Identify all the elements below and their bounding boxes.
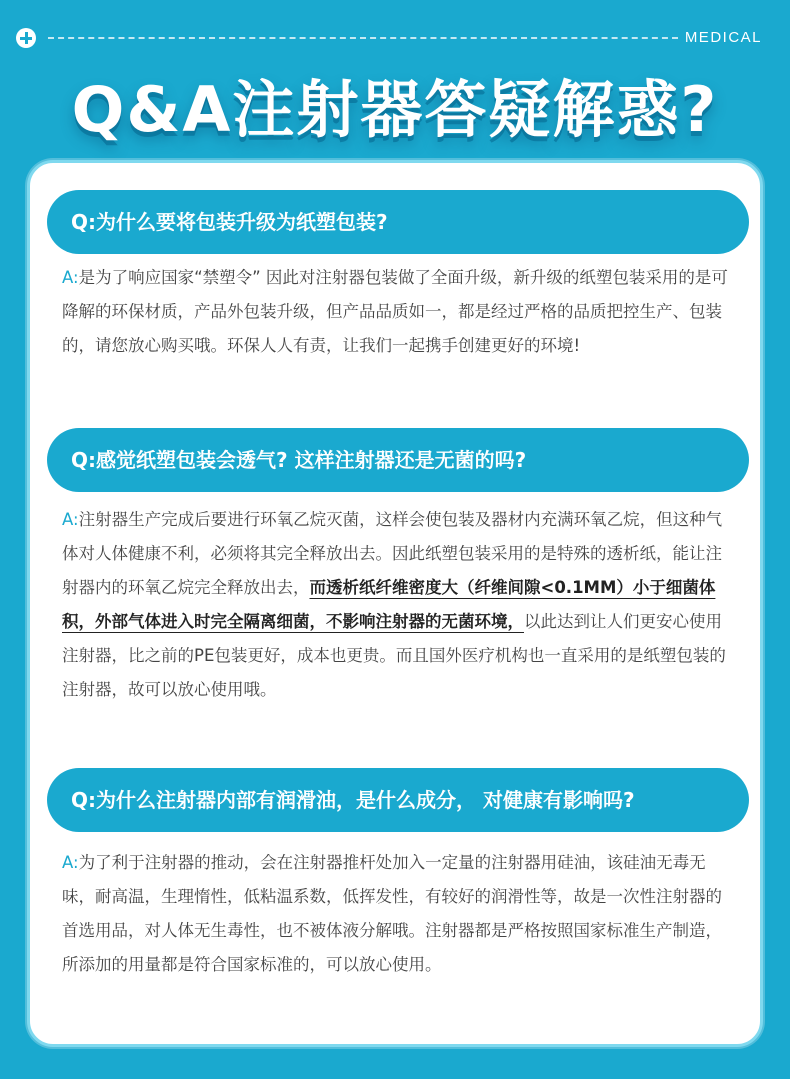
answer-3-prefix: A:: [62, 853, 79, 872]
question-3: Q:为什么注射器内部有润滑油，是什么成分， 对健康有影响吗?: [47, 768, 749, 832]
question-1: Q:为什么要将包装升级为纸塑包装?: [47, 190, 749, 254]
dashed-divider: [48, 37, 678, 39]
plus-circle-icon: [16, 28, 36, 48]
answer-2-highlight: 而透析纸纤维密度大（纤维间隙<0.1MM）小于细菌体积，外部气体进入时完全隔离细菌，不影响注射器的无菌环境，: [62, 578, 716, 631]
qa-card: [27, 160, 763, 1047]
medical-label: MEDICAL: [684, 29, 762, 46]
page-title: Q&A注射器答疑解惑?: [71, 73, 719, 146]
answer-2-prefix: A:: [62, 510, 79, 529]
answer-2-text-end: 以此达到让人们更安心使用注射器，比之前的PE包装更好，成本也更贵。而且国外医疗机构也一直采用的是纸塑包装的注射器，故可以放心使用哦。: [62, 612, 726, 699]
question-2: Q:感觉纸塑包装会透气? 这样注射器还是无菌的吗?: [47, 428, 749, 492]
answer-2: [62, 503, 734, 707]
answer-1-text: 是为了响应国家“禁塑令” 因此对注射器包装做了全面升级，新升级的纸塑包装采用的是可降解的环保材质，产品外包装升级，但产品品质如一，都是经过严格的品质把控生产、包装的，请您放心购买哦。环保人人有责，让我们一起携手创建更好的环境!: [62, 268, 728, 355]
answer-1: [62, 261, 734, 363]
answer-3: [62, 846, 734, 982]
answer-2-text: 注射器生产完成后要进行环氧乙烷灭菌，这样会使包装及器材内充满环氧乙烷，但这种气体对人体健康不利，必须将其完全释放出去。因此纸塑包装采用的是特殊的透析纸，能让注射器内的环氧乙烷完全释放出去，: [62, 510, 723, 597]
answer-1-prefix: A:: [62, 268, 79, 287]
answer-3-text: 为了利于注射器的推动，会在注射器推杆处加入一定量的注射器用硅油，该硅油无毒无味，耐高温，生理惰性，低粘温系数，低挥发性，有较好的润滑性等，故是一次性注射器的首选用品，对人体无生毒性，也不被体液分解哦。注射器都是严格按照国家标准生产制造，所添加的用量都是符合国家标准的，可以放心使用。: [62, 853, 722, 974]
